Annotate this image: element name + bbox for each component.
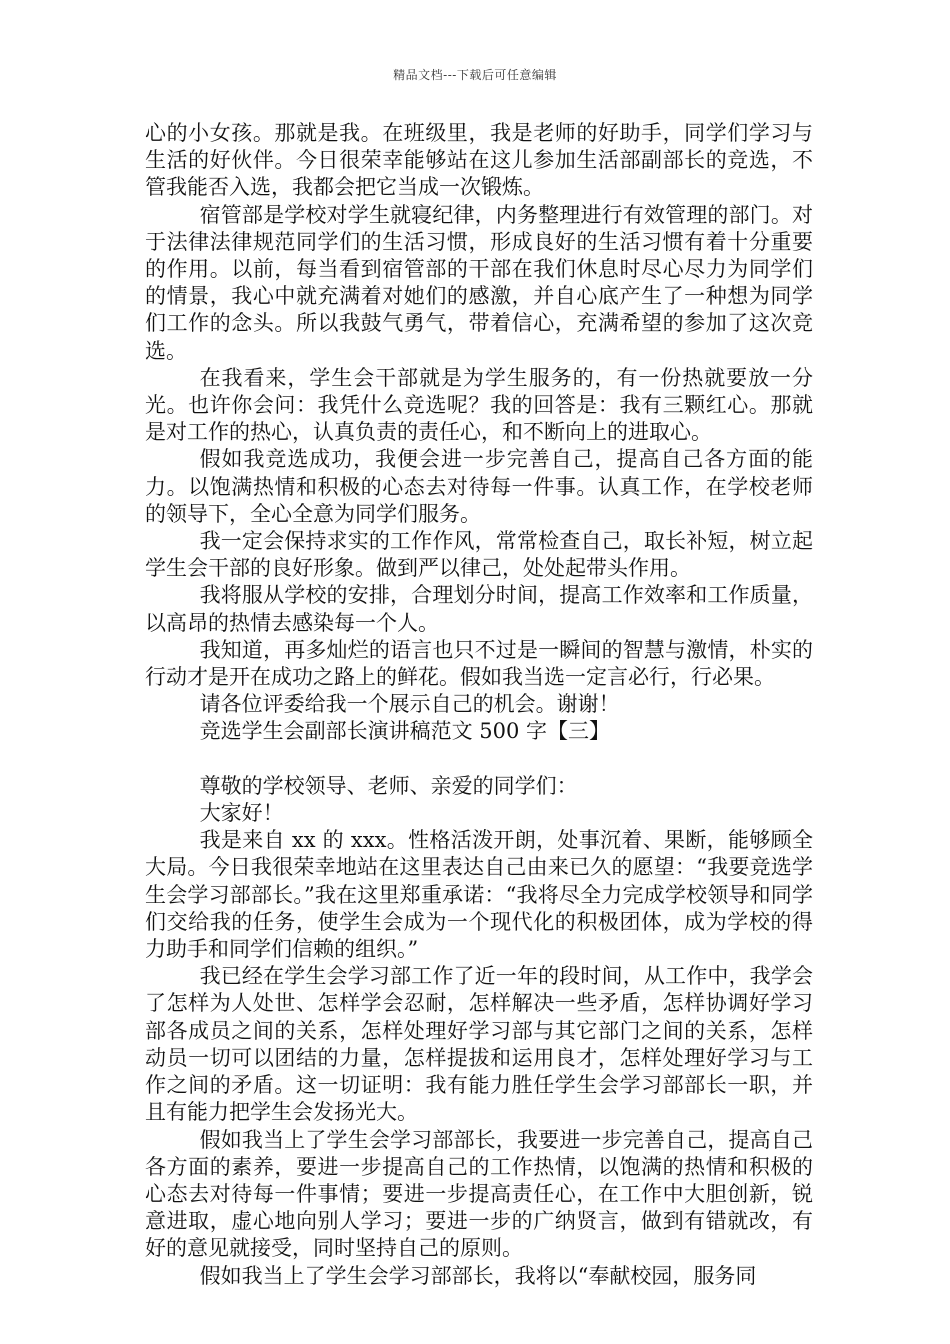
paragraph: 我知道，再多灿烂的语言也只不过是一瞬间的智慧与激情，朴实的行动才是开在成功之路上的鲜花。假如我当选一定言必行，行必果。 [145, 637, 813, 690]
blank-line [145, 746, 813, 773]
paragraph: 在我看来，学生会干部就是为学生服务的，有一份热就要放一分光。也许你会问：我凭什么竞选呢？我的回答是：我有三颗红心。那就是对工作的热心，认真负责的责任心，和不断向上的进取心。 [145, 365, 813, 445]
paragraph: 心的小女孩。那就是我。在班级里，我是老师的好助手，同学们学习与生活的好伙伴。今日很荣幸能够站在这儿参加生活部副部长的竞选，不管我能否入选，我都会把它当成一次锻炼。 [145, 121, 813, 200]
salutation: 尊敬的学校领导、老师、亲爱的同学们： [199, 773, 578, 798]
document-body [145, 120, 813, 1290]
paragraph: 假如我当上了学生会学习部部长，我要进一步完善自己，提高自己各方面的素养，要进一步提高自己的工作热情，以饱满的热情和积极的心态去对待每一件事情；要进一步提高责任心，在工作中大胆创新，锐意进取，虚心地向别人学习；要进一步的广纳贤言，做到有错就改，有好的意见就接受，同时坚持自己的原则。 [145, 1127, 813, 1261]
section-title: 竞选学生会副部长演讲稿范文 500 字【三】 [199, 719, 611, 744]
greeting: 大家好！ [199, 801, 284, 826]
closing-line: 请各位评委给我一个展示自己的机会。谢谢！ [199, 692, 620, 717]
paragraph: 假如我竞选成功，我便会进一步完善自己，提高自己各方面的能力。以饱满热情和积极的心态去对待每一件事。认真工作，在学校老师的领导下，全心全意为同学们服务。 [145, 447, 813, 526]
paragraph: 假如我当上了学生会学习部部长，我将以“奉献校园，服务同 [199, 1263, 757, 1288]
paragraph: 我是来自 xx 的 xxx。性格活泼开朗，处事沉着、果断，能够顾全大局。今日我很荣幸地站在这里表达自己由来已久的愿望：“我要竞选学生会学习部部长。”我在这里郑重承诺：“我将尽全力完成学校领导和同学们交给我的任务，使学生会成为一个现代化的积极团体，成为学校的得力助手和同学们信赖的组织。” [145, 828, 813, 962]
paragraph: 我一定会保持求实的工作作风，常常检查自己，取长补短，树立起学生会干部的良好形象。做到严以律己，处处起带头作用。 [145, 529, 813, 581]
paragraph: 宿管部是学校对学生就寝纪律，内务整理进行有效管理的部门。对于法律法律规范同学们的生活习惯，形成良好的生活习惯有着十分重要的作用。以前，每当看到宿管部的干部在我们休息时尽心尽力为同学们的情景，我心中就充满着对她们的感激，并自心底产生了一种想为同学们工作的念头。所以我鼓气勇气，带着信心，充满希望的参加了这次竞选。 [145, 202, 813, 363]
paragraph: 我将服从学校的安排，合理划分时间，提高工作效率和工作质量，以高昂的热情去感染每一个人。 [145, 583, 813, 635]
page-header: 精品文档---下载后可任意编辑 [393, 68, 557, 82]
paragraph: 我已经在学生会学习部工作了近一年的段时间，从工作中，我学会了怎样为人处世、怎样学会忍耐，怎样解决一些矛盾，怎样协调好学习部各成员之间的关系，怎样处理好学习部与其它部门之间的关系，怎样动员一切可以团结的力量，怎样提拔和运用良才，怎样处理好学习与工作之间的矛盾。这一切证明：我有能力胜任学生会学习部部长一职，并且有能力把学生会发扬光大。 [145, 964, 813, 1125]
